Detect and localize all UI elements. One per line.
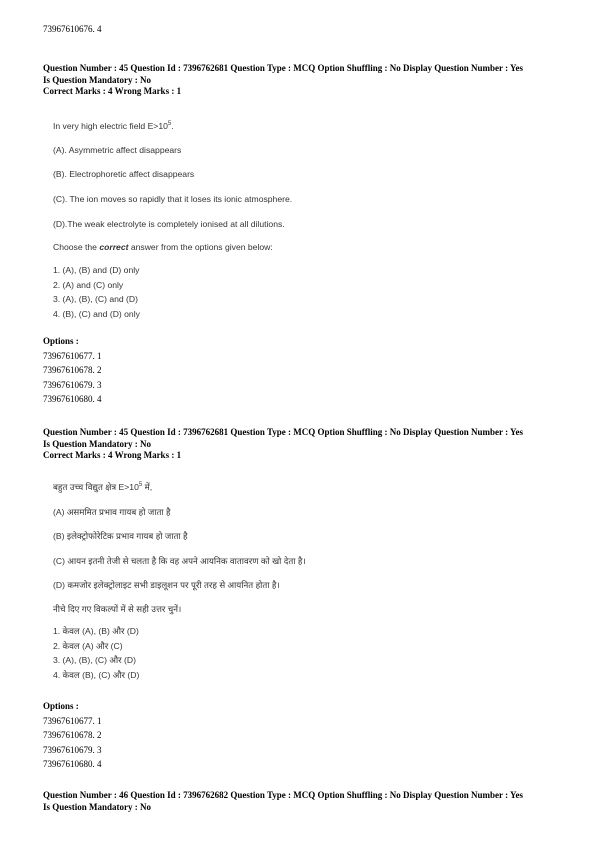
question-header [43,63,563,98]
question-meta: Question Number : 46 Question Id : 7396762682 Question Type : MCQ Option Shuffling : No Display Question Number : Yes [43,790,524,800]
choose-instruction: नीचे दिए गए विकल्पों में से सही उत्तर चुनें। [53,604,182,614]
statement-c: (C) आयन इतनी तेजी से चलता है कि वह अपने आयनिक वातावरण को खो देता है। [53,556,306,566]
option-id: 73967610677. 1 [43,715,102,726]
choice-item: 4. (B), (C) and (D) only [53,308,140,319]
statement-a: (A). Asymmetric affect disappears [53,145,182,155]
mandatory-line: Is Question Mandatory : No [43,438,152,449]
question-header [43,790,563,813]
previous-option-line: 73967610676. 4 [43,24,102,34]
question-header [43,427,563,462]
options-list [43,334,102,407]
question-meta: Question Number : 45 Question Id : 7396762681 Question Type : MCQ Option Shuffling : No Display Question Number : Yes [43,427,524,437]
choose-instruction: Choose the correct answer from the options given below: [53,242,273,252]
option-id: 73967610678. 2 [43,730,102,740]
choice-item: 3. (A), (B), (C) and (D) [53,294,138,304]
answer-choices [53,263,140,321]
options-list [43,699,102,772]
choice-item: 2. (A) and (C) only [53,279,124,290]
option-id: 73967610679. 3 [43,379,102,390]
mandatory-line: Is Question Mandatory : No [43,801,152,812]
choice-item: 4. केवल (B), (C) और (D) [53,669,140,680]
marks-line: Correct Marks : 4 Wrong Marks : 1 [43,86,182,96]
option-id: 73967610680. 4 [43,394,102,404]
question-stem: बहुत उच्च विद्युत क्षेत्र $E>10^5$ में, [53,482,153,492]
option-id: 73967610679. 3 [43,744,102,755]
statement-a: (A) असममित प्रभाव गायब हो जाता है [53,507,171,517]
statement-c: (C). The ion moves so rapidly that it loses its ionic atmosphere. [53,194,293,204]
mandatory-line: Is Question Mandatory : No [43,74,152,85]
marks-line: Correct Marks : 4 Wrong Marks : 1 [43,450,182,460]
answer-choices [53,624,139,682]
option-id: 73967610678. 2 [43,365,102,375]
options-label: Options : [43,336,79,346]
choice-item: 1. केवल (A), (B) और (D) [53,626,139,636]
statement-d: (D) कमजोर इलेक्ट्रोलाइट सभी डाइलूशन पर पूरी तरह से आयनित होता है। [53,580,280,590]
statement-d: (D).The weak electrolyte is completely ionised at all dilutions. [53,219,285,229]
choice-item: 2. केवल (A) और (C) [53,640,123,651]
question-meta: Question Number : 45 Question Id : 7396762681 Question Type : MCQ Option Shuffling : No Display Question Number : Yes [43,63,524,73]
choice-item: 3. (A), (B), (C) और (D) [53,655,136,665]
options-label: Options : [43,701,79,711]
statement-b: (B). Electrophoretic affect disappears [53,169,195,179]
option-id: 73967610677. 1 [43,350,102,361]
option-id: 73967610680. 4 [43,759,102,769]
statement-b: (B) इलेक्ट्रोफोरेटिक प्रभाव गायब हो जाता है [53,531,188,541]
choice-item: 1. (A), (B) and (D) only [53,265,140,275]
question-stem: In very high electric field $E>10^5$. [53,121,174,131]
